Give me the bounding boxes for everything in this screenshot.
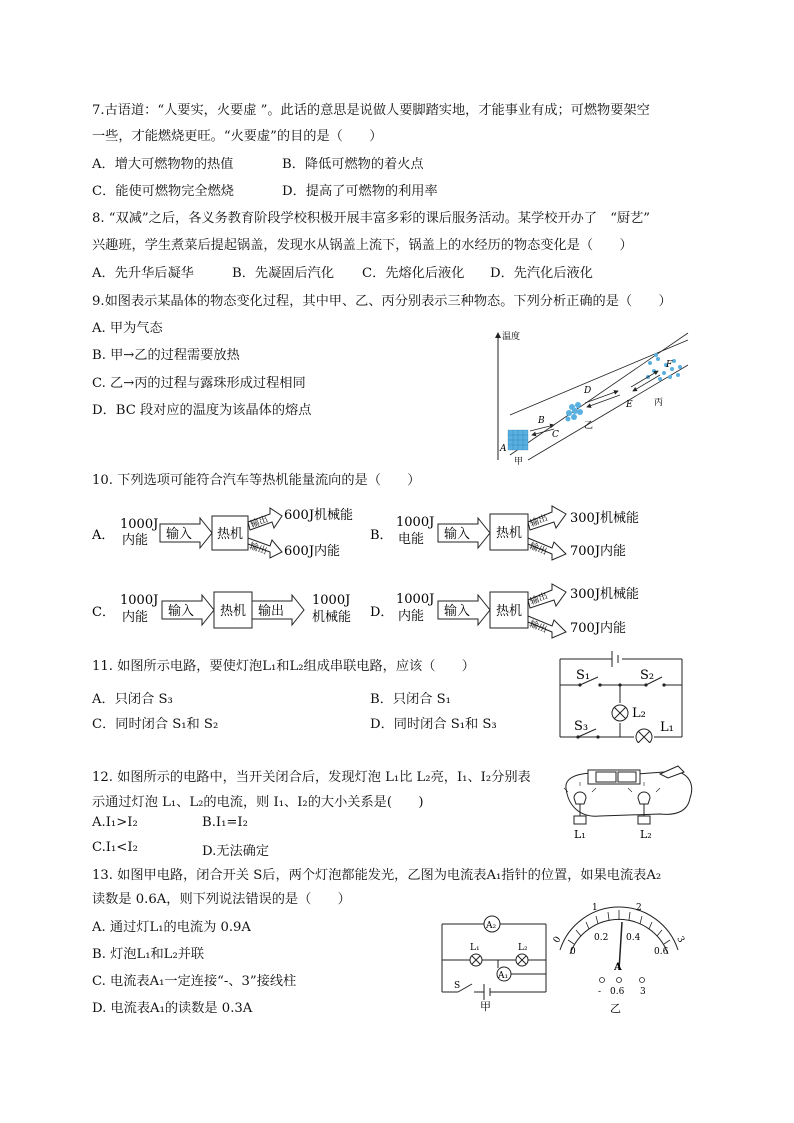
q13-circuit-jia-figure [436, 912, 552, 1012]
svg-text:输入: 输入 [444, 527, 471, 542]
svg-text:3: 3 [674, 934, 686, 945]
q9-ylabel: 温度 [502, 332, 521, 342]
svg-text:F: F [666, 360, 673, 370]
q9-option-b: B. 甲→乙的过程需要放热 [92, 348, 240, 363]
q7-stem-line1: 7.古语道：“人要实，火要虚 ”。此话的意思是说做人要脚踏实地，才能事业有成；可燃物要架空 [92, 103, 650, 118]
q11-stem: 11. 如图所示电路，要使灯泡L₁和L₂组成串联电路，应该（ ） [92, 659, 475, 674]
svg-text:机械能: 机械能 [312, 610, 352, 625]
q12-stem-line1: 12. 如图所示的电路中，当开关闭合后，发现灯泡 L₁比 L₂亮，I₁、I₂分别表 [92, 770, 531, 785]
svg-text:S: S [454, 981, 461, 991]
q11-option-a: A．只闭合 S₃ [92, 692, 173, 707]
svg-text:热机: 热机 [496, 526, 523, 541]
svg-text:输出: 输出 [528, 591, 550, 608]
svg-text:A₂: A₂ [486, 921, 497, 931]
q7-stem-line2: 一些，才能燃烧更旺。“火要虚”的目的是（ ） [92, 129, 383, 144]
svg-text:600J内能: 600J内能 [284, 544, 341, 559]
svg-text:A₁: A₁ [498, 971, 509, 981]
svg-text:0.4: 0.4 [626, 933, 641, 943]
svg-text:甲: 甲 [514, 457, 524, 465]
svg-text:0.2: 0.2 [594, 933, 609, 943]
svg-text:L₂: L₂ [518, 943, 528, 953]
q9-stem: 9.如图表示某晶体的物态变化过程，其中甲、乙、丙分别表示三种物态。下列分析正确的是（ ） [92, 294, 672, 309]
svg-text:L₁: L₁ [574, 828, 586, 841]
q13-option-a: A. 通过灯L₁的电流为 0.9A [92, 920, 251, 935]
q8-option-b: B．先凝固后汽化 [232, 266, 335, 281]
q7-option-c: C．能使可燃物完全燃烧 [92, 184, 234, 199]
svg-text:D: D [584, 386, 592, 396]
q12-option-b: B.I₁=I₂ [202, 815, 248, 830]
q12-option-d: D.无法确定 [202, 844, 270, 859]
svg-text:700J内能: 700J内能 [570, 544, 627, 559]
svg-text:乙: 乙 [584, 421, 594, 431]
q9-option-a: A. 甲为气态 [92, 321, 163, 336]
liquid-cluster-icon [566, 402, 584, 422]
svg-text:700J内能: 700J内能 [570, 621, 627, 636]
svg-text:0: 0 [552, 934, 564, 945]
q13-option-d: D. 电流表A₁的读数是 0.3A [92, 1001, 253, 1016]
svg-text:L₂: L₂ [640, 828, 652, 841]
q11-option-d: D．同时闭合 S₁和 S₃ [370, 717, 497, 732]
q9-option-c: C. 乙→丙的过程与露珠形成过程相同 [92, 376, 306, 391]
svg-text:S₂: S₂ [640, 668, 655, 683]
q11-circuit-figure [556, 645, 686, 743]
svg-text:内能: 内能 [398, 609, 425, 624]
q12-option-c: C.I₁<I₂ [92, 840, 138, 855]
svg-text:600J机械能: 600J机械能 [284, 508, 354, 523]
svg-text:300J机械能: 300J机械能 [570, 587, 640, 602]
svg-text:-: - [598, 987, 602, 997]
svg-text:热机: 热机 [217, 527, 244, 542]
svg-text:E: E [626, 400, 633, 410]
svg-text:L₁: L₁ [470, 943, 480, 953]
svg-text:输出: 输出 [527, 619, 549, 636]
svg-text:1000J: 1000J [120, 517, 159, 532]
svg-text:电能: 电能 [398, 532, 425, 547]
svg-text:乙: 乙 [610, 1002, 621, 1015]
svg-text:输入: 输入 [444, 604, 471, 619]
q13-option-b: B. 灯泡L₁和L₂并联 [92, 947, 205, 962]
svg-text:L₁: L₁ [660, 720, 674, 735]
svg-text:C: C [552, 430, 559, 440]
svg-text:输入: 输入 [166, 527, 193, 542]
q8-option-a: A．先升华后凝华 [92, 266, 194, 281]
q12-option-a: A.I₁>I₂ [92, 815, 138, 830]
q9-phase-change-figure [488, 325, 698, 465]
svg-text:0.6: 0.6 [610, 987, 625, 997]
svg-text:0: 0 [570, 947, 576, 957]
q8-stem-line1: 8. “双减”之后，各义务教育阶段学校积极开展丰富多彩的课后服务活动。某学校开办了 “厨艺” [92, 211, 651, 226]
svg-text:热机: 热机 [220, 604, 247, 619]
svg-text:1: 1 [592, 903, 598, 913]
svg-text:B．: B． [370, 528, 393, 543]
q8-option-c: C．先熔化后液化 [362, 266, 465, 281]
q8-stem-line2: 兴趣班，学生煮菜后提起锅盖，发现水从锅盖上流下，锅盖上的水经历的物态变化是（ ） [92, 238, 633, 253]
svg-text:输出: 输出 [247, 541, 269, 558]
svg-text:丙: 丙 [654, 398, 664, 408]
svg-text:2: 2 [636, 903, 642, 913]
svg-text:S₃: S₃ [574, 719, 589, 734]
q7-option-d: D．提高了可燃物的利用率 [282, 184, 438, 199]
q13-option-c: C. 电流表A₁一定连接“-、3”接线柱 [92, 974, 297, 989]
q10-energy-flow-figure [90, 500, 690, 640]
q11-option-c: C．同时闭合 S₁和 S₂ [92, 717, 219, 732]
svg-text:S₁: S₁ [576, 668, 591, 683]
svg-text:热机: 热机 [496, 604, 523, 619]
q13-ammeter-yi-figure [552, 900, 686, 1016]
svg-text:1000J: 1000J [396, 592, 435, 607]
svg-text:C．: C． [92, 605, 115, 620]
q8-option-d: D．先汽化后液化 [490, 266, 593, 281]
svg-text:300J机械能: 300J机械能 [570, 511, 640, 526]
svg-text:输出: 输出 [258, 604, 285, 619]
svg-text:3: 3 [640, 987, 646, 997]
q10-stem: 10. 下列选项可能符合汽车等热机能量流向的是（ ） [92, 473, 421, 488]
svg-text:A: A [500, 444, 507, 454]
q12-stem-line2: 示通过灯泡 L₁、L₂的电流，则 I₁、I₂的大小关系是( ) [92, 795, 424, 810]
svg-text:L₂: L₂ [632, 706, 646, 721]
gas-particles-icon [646, 353, 682, 381]
svg-text:1000J: 1000J [312, 593, 351, 608]
svg-text:1000J: 1000J [396, 515, 435, 530]
svg-text:内能: 内能 [122, 610, 149, 625]
svg-text:B: B [538, 416, 545, 426]
svg-text:A: A [614, 962, 622, 973]
q11-option-b: B．只闭合 S₁ [370, 692, 451, 707]
svg-text:甲: 甲 [480, 1000, 491, 1012]
svg-text:0.6: 0.6 [654, 947, 669, 957]
q7-option-b: B．降低可燃物的着火点 [282, 157, 424, 172]
q7-option-a: A．增大可燃物物的热值 [92, 157, 234, 172]
q13-stem-line2: 读数是 0.6A，则下列说法错误的是（ ） [92, 892, 351, 907]
q13-stem-line1: 13. 如图甲电路，闭合开关 S后，两个灯泡都能发光，乙图为电流表A₁指针的位置，如果电流表A₂ [92, 868, 662, 883]
svg-text:内能: 内能 [122, 533, 149, 548]
svg-text:输入: 输入 [168, 604, 195, 619]
q12-circuit-photo-figure [560, 758, 700, 844]
svg-text:输出: 输出 [528, 513, 550, 530]
svg-text:1000J: 1000J [120, 593, 159, 608]
q9-option-d: D．BC 段对应的温度为该晶体的熔点 [92, 403, 312, 418]
svg-text:D．: D． [370, 605, 394, 620]
svg-text:输出: 输出 [527, 541, 549, 558]
svg-text:输出: 输出 [249, 514, 270, 531]
svg-text:A．: A． [92, 528, 115, 543]
